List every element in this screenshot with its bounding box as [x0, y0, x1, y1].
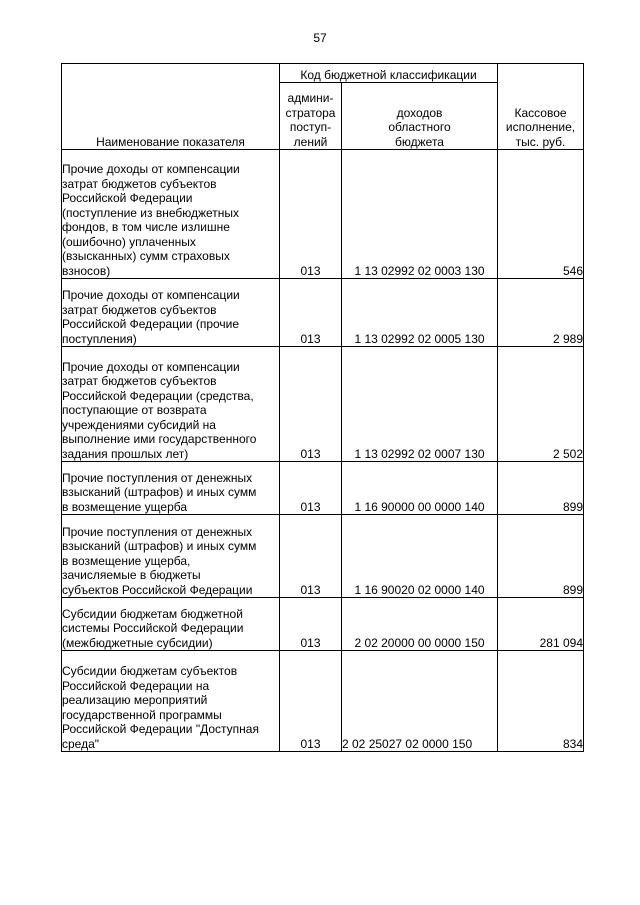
name-line: субъектов Российской Федерации — [62, 582, 253, 597]
admin-code-cell: 013 — [280, 279, 342, 347]
name-line: затрат бюджетов субъектов — [62, 374, 217, 388]
income-header-line: бюджета — [395, 134, 444, 149]
name-line: зачисляемые в бюджеты — [62, 568, 201, 582]
column-header-name: Наименование показателя — [62, 64, 280, 150]
name-line: в возмещение ущерба — [62, 499, 188, 514]
name-line: в возмещение ущерба, — [62, 553, 191, 568]
income-code-cell: 1 13 02992 02 0007 130 — [342, 347, 498, 462]
budget-table — [61, 63, 584, 752]
table-row — [62, 598, 584, 651]
name-line: взысканий (штрафов) и иных сумм — [62, 539, 257, 553]
name-line: (взысканных) сумм страховых — [62, 249, 230, 263]
name-line: выполнение ими государственного — [62, 432, 257, 446]
income-code-cell: 1 13 02992 02 0005 130 — [342, 279, 498, 347]
admin-header-line: поступ- — [289, 120, 332, 134]
column-header-cash — [498, 64, 584, 150]
admin-code-cell: 013 — [280, 598, 342, 651]
page-number: 57 — [313, 31, 327, 45]
admin-code-cell: 013 — [280, 347, 342, 462]
amount-cell: 281 094 — [498, 598, 584, 651]
amount-cell: 546 — [498, 150, 584, 279]
name-line: взысканий (штрафов) и иных сумм — [62, 485, 257, 499]
admin-header-line: админи- — [287, 91, 334, 105]
name-line: учреждениями субсидий на — [62, 417, 216, 432]
name-line: Российской Федерации (средства, — [62, 388, 254, 403]
indicator-name-cell — [62, 150, 280, 279]
admin-header-line: лений — [293, 134, 328, 149]
name-line: Прочие поступления от денежных — [62, 524, 253, 539]
indicator-name-cell — [62, 279, 280, 347]
name-line: Российской Федерации "Доступная — [62, 722, 259, 736]
cash-header-line: исполнение, — [505, 120, 576, 134]
cash-header-line: тыс. руб. — [515, 134, 566, 149]
header-row-1 — [62, 64, 584, 83]
name-line: Субсидии бюджетам бюджетной — [62, 606, 243, 621]
income-header-line: областного — [388, 120, 451, 134]
name-line: Прочие доходы от компенсации — [62, 359, 240, 374]
table-row — [62, 515, 584, 598]
name-line: Российской Федерации на — [62, 678, 210, 693]
amount-cell: 899 — [498, 515, 584, 598]
column-header-classification: Код бюджетной классификации — [280, 64, 498, 83]
name-line: Российской Федерации — [62, 191, 193, 205]
name-line: реализацию мероприятий — [62, 693, 208, 707]
cash-header-line: Кассовое — [514, 105, 567, 120]
column-header-admin — [280, 83, 342, 150]
table-row — [62, 347, 584, 462]
amount-cell: 2 502 — [498, 347, 584, 462]
name-line: (межбюджетные субсидии) — [62, 635, 213, 650]
income-code-cell: 1 13 02992 02 0003 130 — [342, 150, 498, 279]
table-row — [62, 462, 584, 515]
name-line: Прочие поступления от денежных — [62, 470, 253, 485]
name-line: системы Российской Федерации — [62, 621, 244, 635]
income-code-cell: 1 16 90000 00 0000 140 — [342, 462, 498, 515]
admin-code-cell: 013 — [280, 150, 342, 279]
indicator-name-cell — [62, 462, 280, 515]
column-header-income — [342, 83, 498, 150]
indicator-name-cell — [62, 347, 280, 462]
income-header-line: доходов — [396, 105, 443, 120]
name-line: Прочие доходы от компенсации — [62, 162, 240, 176]
table-row — [62, 651, 584, 752]
name-line: Прочие доходы от компенсации — [62, 288, 240, 302]
name-line: фондов, в том числе излишне — [62, 220, 230, 234]
admin-header-line: стратора — [285, 105, 336, 120]
income-code-cell: 1 16 90020 02 0000 140 — [342, 515, 498, 598]
name-line: среда" — [62, 736, 100, 751]
amount-cell: 899 — [498, 462, 584, 515]
table-row — [62, 150, 584, 279]
name-line: затрат бюджетов субъектов — [62, 176, 217, 191]
amount-cell: 2 989 — [498, 279, 584, 347]
name-line: Субсидии бюджетам субъектов — [62, 664, 238, 678]
name-line: государственной программы — [62, 707, 222, 722]
name-line: (поступление из внебюджетных — [62, 205, 240, 220]
income-code-cell: 2 02 20000 00 0000 150 — [342, 598, 498, 651]
name-line: поступающие от возврата — [62, 403, 207, 417]
table-row — [62, 279, 584, 347]
name-line: (ошибочно) уплаченных — [62, 234, 196, 249]
name-line: задания прошлых лет) — [62, 446, 189, 461]
name-line: взносов) — [62, 263, 111, 278]
income-code-cell: 2 02 25027 02 0000 150 — [342, 651, 498, 752]
name-line: затрат бюджетов субъектов — [62, 302, 217, 317]
amount-cell: 834 — [498, 651, 584, 752]
indicator-name-cell — [62, 515, 280, 598]
name-line: поступления) — [62, 331, 137, 346]
admin-code-cell: 013 — [280, 515, 342, 598]
admin-code-cell: 013 — [280, 651, 342, 752]
indicator-name-cell — [62, 598, 280, 651]
indicator-name-cell — [62, 651, 280, 752]
admin-code-cell: 013 — [280, 462, 342, 515]
name-line: Российской Федерации (прочие — [62, 317, 240, 331]
